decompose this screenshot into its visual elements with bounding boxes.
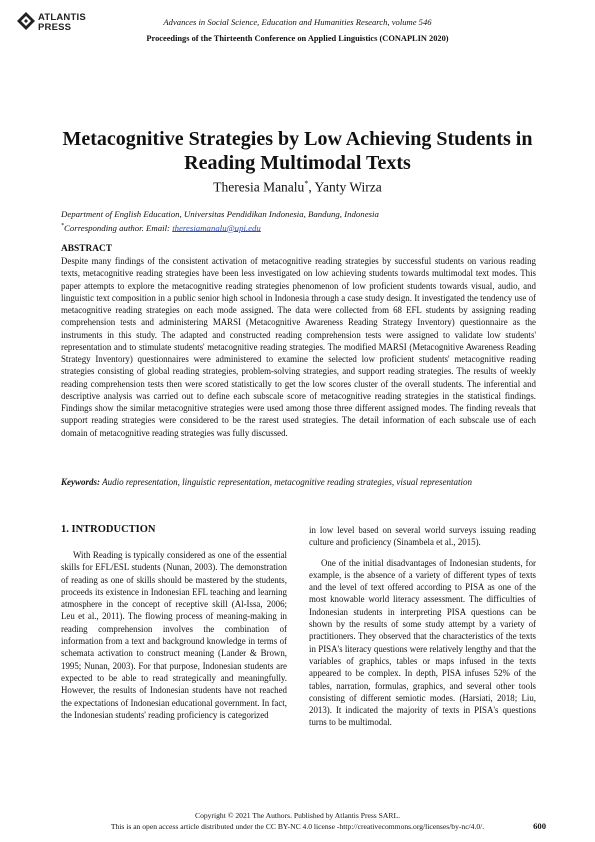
series-header: Advances in Social Science, Education and Humanities Research, volume 546 bbox=[163, 17, 432, 27]
author-2: , Yanty Wirza bbox=[308, 179, 382, 195]
logo-line1: ATLANTIS bbox=[38, 12, 86, 23]
abstract-heading: ABSTRACT bbox=[61, 244, 113, 254]
proceedings-header: Proceedings of the Thirteenth Conference on Applied Linguistics (CONAPLIN 2020) bbox=[146, 34, 449, 43]
keywords-text: Audio representation, linguistic representation, metacognitive reading strategies, visual representation bbox=[100, 477, 472, 487]
corr-label: Corresponding author. Email: bbox=[64, 222, 173, 233]
corr-mark: * bbox=[61, 222, 64, 229]
copyright-line: Copyright © 2021 The Authors. Published by Atlantis Press SARL. bbox=[195, 811, 400, 820]
right-column bbox=[309, 524, 536, 729]
logo-line2: PRESS bbox=[38, 22, 72, 33]
footer bbox=[0, 810, 595, 832]
corresponding-author bbox=[61, 221, 379, 234]
affiliation: Department of English Education, Universitas Pendidikan Indonesia, Bandung, Indonesia bbox=[61, 209, 379, 219]
keywords-label: Keywords: bbox=[61, 477, 100, 487]
paper-title: Metacognitive Strategies by Low Achieving Students in Reading Multimodal Texts bbox=[62, 128, 533, 174]
abstract-text: Despite many findings of the consistent activation of metacognitive reading strategies by successful students on various reading texts, metacognitive reading strategies have been less investigated on low achieving students towards multimodal text modes. This paper attempts to explore the metacognitive reading strategies phenomenon of low proficient students towards visual, audio, and linguistic text composition in a public senior high school in Indonesia through a case study design. It investigated the tendency use of metacognitive reading strategies on each mode assigned. The data were collected from 68 EFL students by assigning reading comprehension tests and administering MARSI (Metacognitive Awareness Reading Strategy Inventory) questionnaire as the instruments in this study. The adapted and constructed reading comprehension tests were assigned to validate low students' representation and to stimulate students' metacognitive reading strategies. The modified MARSI (Metacognitive Awareness Reading Strategy Inventory) questionnaires were administered to examine the selected low proficient students' metacognitive reading strategies consisting of global reading strategies, problem-solving strategies, and support reading strategies. The results of weekly reading comprehension tests then were scored statistically to get the low scores cluster of the overall students. The inferential and descriptive analysis was carried out to define each subscale score of metacognitive reading strategies in the statistical findings. Findings show the similar metacognitive strategies were used among those three different assigned modes. The finding reveals that support reading strategies were considered to be the rarest used strategies. The detail information of each subscale use of each domain of metacognitive reading strategies was fully discussed. bbox=[61, 256, 536, 438]
paragraph: One of the initial disadvantages of Indonesian students, for example, is the absence of a variety of different types of texts and the level of text offered according to PISA as one of the most knowable world literacy assessment. The difficulties of Indonesian students in interpreting PISA questions can be shown by the results of some study attempt by a variety of practitioners. They observed that the characteristics of the texts in PISA's literacy questions were relatively lengthy and that the variables of graphics, tables or maps infused in the texts appeared to be complex. In depth, PISA infuses 52% of the tables, narration, formulas, graphics, and several other tools consisting of different semiotic modes. (Harsiati, 2018; Liu, 2013). It indicated the majority of texts in PISA's questions turns to be multimodal. bbox=[309, 557, 536, 728]
authors-line bbox=[0, 179, 595, 196]
page-number: 600 bbox=[533, 821, 546, 831]
author-1-mark: * bbox=[304, 179, 309, 188]
author-1: Theresia Manalu bbox=[213, 179, 305, 195]
affiliation-block bbox=[61, 209, 379, 234]
section-heading: 1. INTRODUCTION bbox=[61, 524, 156, 535]
license-line: This is an open access article distributed under the CC BY-NC 4.0 license -http://creativecommons.org/licenses/by-nc/4.0/. bbox=[110, 822, 485, 831]
paragraph: With Reading is typically considered as one of the essential skills for EFL/ESL students (Nunan, 2003). The demonstration of reading as one of skills should be mastered by the students, proceeds its existence in Indonesian EFL teaching and learning atmosphere in the concept of receptive skill (Al-Issa, 2006; Leu et al., 2011). The flowing process of meaning-making in reading comprehension involves the combination of information from a text and background knowledge in terms of schemata activation to construct meaning (Lander & Brown, 1995; Nunan, 2003). For that purpose, Indonesian students are expected to be able to read strategically and meaningfully. However, the results of Indonesian students have not reached the expectations of Indonesian educational government. In fact, the Indonesian students' reading proficiency is categorized bbox=[61, 550, 287, 720]
paragraph: in low level based on several world surveys issuing reading culture and proficiency (Sinambela et al., 2015). bbox=[309, 525, 536, 548]
email-link[interactable]: theresiamanalu@upi.edu bbox=[172, 222, 261, 233]
left-column bbox=[61, 523, 287, 721]
keywords bbox=[61, 476, 531, 489]
